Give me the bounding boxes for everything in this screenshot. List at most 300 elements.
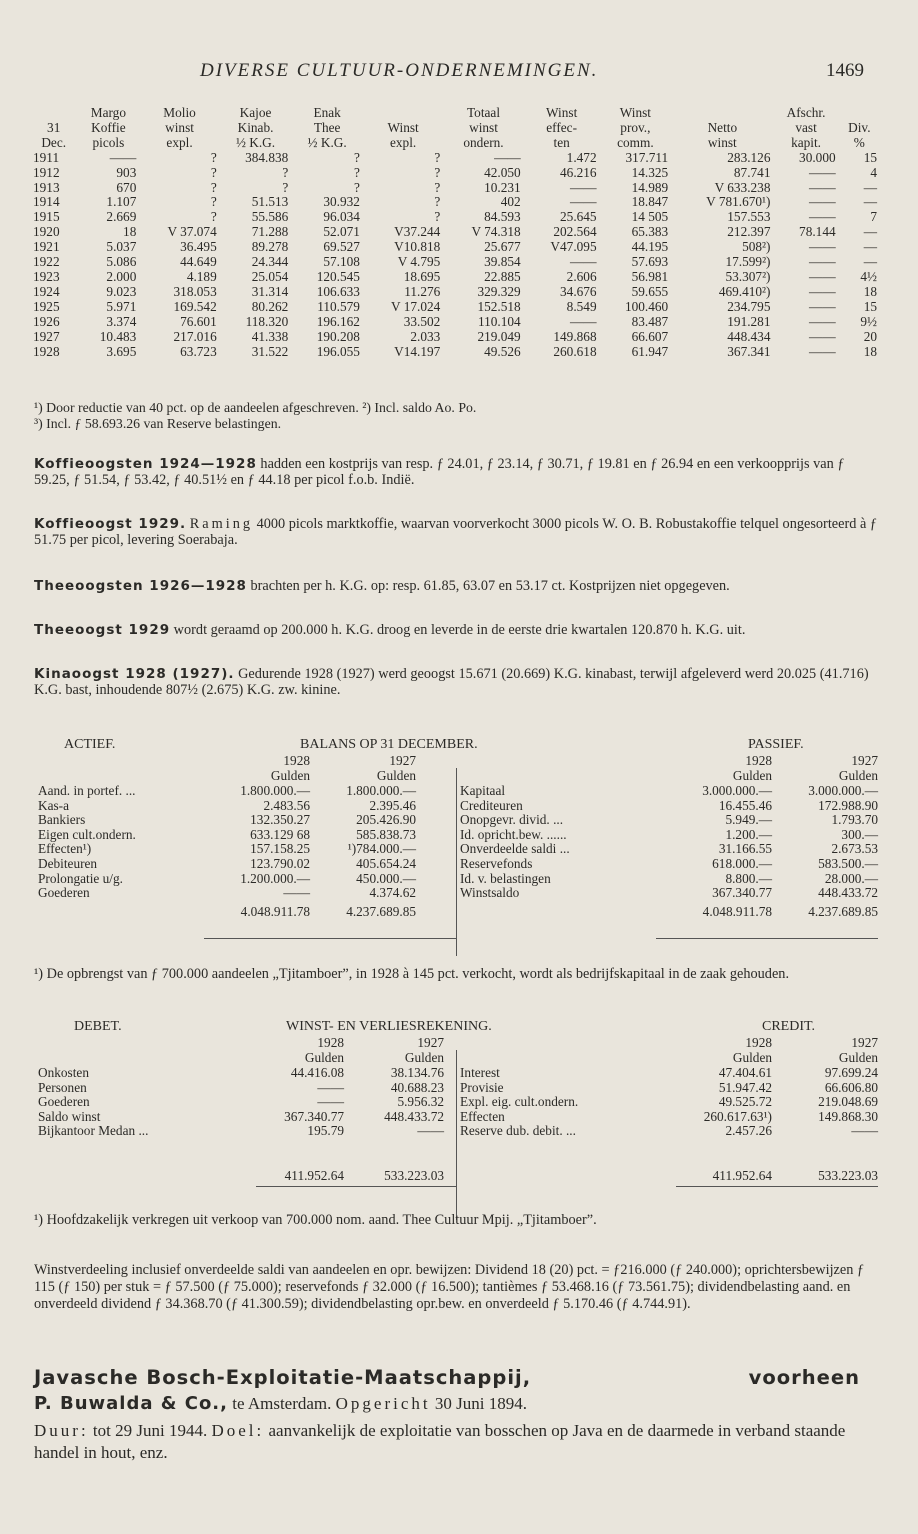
item-label: Onverdeelde saldi ... [460,841,570,857]
item-label: Onkosten [38,1065,89,1080]
statement-row [34,842,882,857]
table-row [30,255,880,270]
item-value: 28.000.— [824,870,878,886]
item-value: 8.800.— [725,870,772,886]
total-value: 4.048.911.78 [240,903,310,919]
column-header: % [853,134,865,150]
table-cell: — [863,239,877,255]
table-header-row [30,136,880,151]
year-cell: 1921 [33,239,60,255]
col-year: 1927 [851,1035,878,1050]
table-cell: ? [210,209,217,225]
table-cell: —— [570,179,597,195]
item-label: Id. opricht.bew. ...... [460,826,567,842]
item-value: 44.416.08 [290,1065,344,1080]
table-cell: 55.586 [251,209,289,225]
table-cell: ? [354,164,360,180]
table-cell: 18 [123,224,137,240]
item-value: 219.048.69 [818,1094,878,1110]
table-cell: —— [809,313,836,329]
table-cell: ? [210,149,217,165]
table-cell: V37.244 [394,224,441,240]
table-cell: 217.016 [173,328,217,344]
table-cell: 30.932 [323,194,360,210]
statement-row [34,857,882,872]
total-value: 533.223.03 [384,1167,444,1183]
table-cell: ? [434,164,441,180]
column-header: ½ K.G. [235,134,276,150]
table-cell: V10.818 [394,239,441,255]
table-cell: 59.655 [631,283,669,299]
paragraph-kinaoogst [34,666,882,698]
year-cell: 1913 [33,179,60,195]
balance-sheet [34,738,882,919]
total-value: 411.952.64 [284,1167,344,1183]
item-label: Interest [460,1065,500,1080]
table-cell: 42.050 [484,164,521,180]
column-header: Netto [707,119,738,135]
statement-row [34,1095,882,1110]
table-cell: V 74.318 [471,224,521,240]
profit-distribution: Winstverdeeling inclusief onverdeelde saldi van aandeelen en opr. bewijzen: Dividend 18 (20) pct. = ƒ216.000 (ƒ 240.000); oprichtersbewijzen ƒ 115 (ƒ 150) per stuk = ƒ 57.500 (ƒ 75.000); reservefonds ƒ 32.000 (ƒ 16.500); tantièmes ƒ 53.468.16 (ƒ 73.561.75); dividendbelasting aand. en onverdeeld dividend ƒ 34.368.70 (ƒ 41.300.59); dividendbelasting opr.bew. en onverdeeld ƒ 5.170.46 (ƒ 4.744.91). [34,1262,865,1312]
table-cell: 260.618 [553,343,597,359]
balance-rows [34,784,882,901]
table-cell: 196.055 [316,343,360,359]
year-cell: 1926 [33,313,60,329]
results-table [30,106,880,359]
table-cell: 31.314 [251,283,289,299]
table-cell: 157.553 [727,209,771,225]
table-cell: ? [434,179,441,195]
column-header: Div. [848,119,871,135]
column-header: Kinab. [237,119,274,135]
table-cell: 9.023 [106,283,137,299]
table-cell: —— [809,209,836,225]
table-cell: 11.276 [404,283,441,299]
table-cell: —— [809,298,836,314]
page-number: 1469 [826,60,864,81]
table-cell: ? [434,194,441,210]
table-cell: 78.144 [799,224,836,240]
paragraph-theeoogsten [34,578,882,594]
item-label: Saldo winst [38,1108,101,1124]
table-cell: 212.397 [727,224,771,240]
table-cell: —— [809,343,836,359]
year-cell: 1912 [33,164,60,180]
table-cell: 149.868 [553,328,597,344]
column-header: Kajoe [239,105,272,120]
year-cell: 1924 [33,283,60,299]
table-cell: — [863,254,877,270]
table-row [30,166,880,181]
table-cell: ? [354,149,360,165]
table-cell: ? [210,164,217,180]
item-value: 123.790.02 [250,855,310,871]
col-year: 1927 [851,753,878,768]
col-unit: Gulden [404,1050,444,1065]
item-value: 16.455.46 [718,797,772,813]
item-value: 40.688.23 [390,1079,444,1095]
table-cell: 84.593 [484,209,521,225]
balance-right-title: PASSIEF. [748,737,804,752]
item-value: 5.956.32 [397,1094,444,1110]
table-cell: 3.374 [106,313,137,329]
paragraph-lead: Theeoogsten 1926—1928 [34,578,247,594]
table-cell: 18.695 [403,268,441,284]
col-unit: Gulden [838,1050,878,1065]
paragraph-lead: Kinaoogst 1928 (1927). [34,666,235,682]
table-cell: 2.000 [106,268,137,284]
table-cell: ? [354,179,360,195]
item-value: —— [417,1123,444,1139]
column-header: picols [92,134,125,150]
item-label: Goederen [38,885,90,901]
table-cell: 2.033 [410,328,441,344]
table-cell: 110.579 [317,298,360,314]
table-cell: 41.338 [251,328,289,344]
table-body [30,151,880,360]
table-cell: 80.262 [251,298,289,314]
table-row [30,270,880,285]
item-value: 260.617.63¹) [703,1108,772,1124]
column-header: Winst [387,119,419,135]
table-cell: 1.472 [566,149,597,165]
table-cell: 96.034 [323,209,360,225]
item-label: Reserve dub. debit. ... [460,1123,576,1139]
item-label: Bijkantoor Medan ... [38,1123,149,1139]
purpose-value: aanvankelijk de exploitatie van bosschen op Java en de daarmede in verband staande handel in hout, enz. [34,1421,846,1462]
founded-label: Opgericht [335,1394,431,1413]
table-cell: 22.885 [484,268,521,284]
table-cell: — [863,194,877,210]
item-value: 205.426.90 [356,812,416,828]
paragraph-text: brachten per h. K.G. op: resp. 61.85, 63.07 en 53.17 ct. Kostprijzen niet opgegeven. [246,578,730,594]
item-value: 4.374.62 [369,885,416,901]
table-cell: 10.231 [484,179,521,195]
pl-totals [34,1169,882,1184]
year-cell: 1911 [33,149,60,165]
item-value: 618.000.— [712,855,772,871]
table-cell: 57.693 [631,254,669,270]
table-cell: — [863,179,877,195]
table-cell: —— [570,254,597,270]
item-value: 149.868.30 [818,1108,878,1124]
column-header [363,106,443,121]
item-label: Kas-a [38,797,70,813]
statement-row [34,828,882,843]
table-cell: 234.795 [727,298,771,314]
table-cell: 283.126 [727,149,771,165]
table-cell: —— [570,194,597,210]
table-cell: 508²) [742,239,771,255]
total-value: 533.223.03 [818,1167,878,1183]
table-cell: 25.645 [560,209,597,225]
table-cell: 2.669 [106,209,137,225]
item-value: 367.340.77 [712,885,772,901]
table-cell: —— [809,268,836,284]
pl-title: WINST- EN VERLIESREKENING. [286,1019,492,1034]
table-cell: 71.288 [251,224,289,240]
company-heading [34,1366,894,1389]
pl-header [34,1020,882,1036]
table-cell: 63.723 [180,343,217,359]
table-cell: —— [809,164,836,180]
year-cell: 1914 [33,194,60,210]
column-header: effec- [546,119,578,135]
table-cell: 66.607 [631,328,669,344]
table-cell: 4 [870,164,877,180]
company-former-name: P. Buwalda & Co., [34,1393,228,1414]
table-cell: 25.677 [484,239,521,255]
table-cell: 2.606 [566,268,597,284]
table-footnote-1: ¹) Door reductie van 40 pct. op de aandeelen afgeschreven. ²) Incl. saldo Ao. Po. [34,400,477,415]
table-cell: 15 [863,149,877,165]
table-cell: 89.278 [251,239,289,255]
pl-left-title: DEBET. [74,1019,122,1034]
item-value: 132.350.27 [250,812,310,828]
table-row [30,181,880,196]
table-cell: —— [809,283,836,299]
table-cell: —— [809,194,836,210]
year-cell: 1925 [33,298,60,314]
balance-title: BALANS OP 31 DECEMBER. [300,737,478,752]
item-value: 31.166.55 [718,841,772,857]
item-value: 97.699.24 [824,1065,878,1080]
year-cell: 1920 [33,224,60,240]
table-cell: 33.502 [403,313,441,329]
statement-row [34,813,882,828]
table-cell: 53.307²) [725,268,771,284]
running-title: DIVERSE CULTUUR-ONDERNEMINGEN. [200,60,599,81]
table-cell: ? [282,179,289,195]
table-cell: V 633.238 [714,179,771,195]
item-value: 3.000.000.— [702,783,772,798]
purpose-label: Doel: [211,1421,265,1440]
total-rule [256,1186,456,1187]
item-label: Effecten¹) [38,841,92,857]
table-cell: 402 [500,194,521,210]
column-header: Enak [313,105,341,120]
item-value: 1.793.70 [831,812,878,828]
year-cell: 1922 [33,254,60,270]
column-header: Totaal [466,105,501,120]
item-label: Effecten [460,1108,505,1124]
company-description [34,1420,894,1464]
table-cell: 169.542 [173,298,217,314]
table-row [30,151,880,166]
col-year: 1928 [745,753,772,768]
item-value: 3.000.000.— [808,783,878,798]
table-cell: 318.053 [173,283,217,299]
pl-rows [34,1066,882,1139]
paragraph-spaced: Raming [189,516,253,532]
item-value: 157.158.25 [250,841,310,857]
column-header: Winst [546,105,578,120]
table-cell: 51.513 [251,194,289,210]
paragraph-text: 4000 picols marktkoffie, waarvan voorverkocht 3000 picols W. O. B. Robustakoffie telquel ongesorteerd à ƒ 51.75 per picol, levering Soerabaja. [34,516,878,548]
table-cell: 106.633 [316,283,360,299]
col-year: 1927 [417,1035,444,1050]
table-cell: 17.599²) [725,254,771,270]
table-cell: 196.162 [316,313,360,329]
item-value: 583.500.— [818,855,878,871]
table-cell: 448.434 [727,328,771,344]
item-value: 633.129 68 [250,826,310,842]
table-cell: 152.518 [477,298,521,314]
table-cell: 14 505 [631,209,669,225]
item-value: 49.525.72 [718,1094,772,1110]
total-value: 4.237.689.85 [808,903,878,919]
item-value: 448.433.72 [818,885,878,901]
table-cell: 190.208 [316,328,360,344]
table-cell: 83.487 [631,313,669,329]
table-footnote-2: ³) Incl. ƒ 58.693.26 van Reserve belastingen. [34,416,282,431]
table-cell: —— [109,149,137,165]
table-row [30,285,880,300]
table-cell: 14.325 [631,164,669,180]
table-cell: 4½ [860,268,877,284]
year-cell: 1915 [33,209,60,225]
item-value: —— [317,1094,344,1110]
table-cell: —— [494,149,521,165]
table-cell: 30.000 [799,149,836,165]
table-cell: 329.329 [477,283,521,299]
pl-footnote: ¹) Hoofdzakelijk verkregen uit verkoop van 700.000 nom. aand. Thee Cultuur Mpij. „Tjitamboer”. [34,1212,597,1228]
total-value: 4.048.911.78 [702,903,772,919]
company-subheading [34,1393,894,1414]
paragraph-text: Gedurende 1928 (1927) werd geoogst 15.671 (20.669) K.G. kinabast, terwijl afgeleverd werd 20.025 (41.716) K.G. bast, inhoudende 807½ (2.675) K.G. zw. kinine. [34,666,869,698]
table-cell: 44.649 [180,254,217,270]
item-value: 195.79 [307,1123,344,1139]
table-cell: 9½ [860,313,877,329]
statement-row [34,799,882,814]
table-cell: 670 [116,179,137,195]
table-cell: V 17.024 [391,298,441,314]
founded-date: 30 Juni 1894. [430,1394,527,1413]
table-cell: 69.527 [323,239,360,255]
company-name-suffix: voorheen [748,1366,860,1389]
item-value: 51.947.42 [718,1079,772,1095]
item-value: 450.000.— [356,870,416,886]
item-value: 367.340.77 [284,1108,344,1124]
table-cell: 18.847 [631,194,669,210]
column-header: ten [553,134,570,150]
balance-totals [34,905,882,920]
table-cell: V14.197 [394,343,441,359]
column-header: Molio [163,105,196,120]
item-value: 448.433.72 [384,1108,444,1124]
table-cell: 5.971 [106,298,137,314]
table-header-row [30,121,880,136]
item-value: 2.483.56 [263,797,310,813]
table-cell: 8.549 [566,298,597,314]
table-cell: 903 [116,164,137,180]
year-cell: 1928 [33,343,60,359]
table-cell: 25.054 [251,268,289,284]
column-header [671,106,773,121]
table-cell: 367.341 [727,343,771,359]
item-label: Reservefonds [460,855,533,871]
column-header: ondern. [463,134,504,150]
col-year: 1928 [283,753,310,768]
table-cell: 14.989 [631,179,669,195]
paragraph-text: hadden een kostprijs van resp. ƒ 24.01, ƒ 23.14, ƒ 30.71, ƒ 19.81 en ƒ 26.94 en een verkoopprijs van ƒ 59.25, ƒ 51.54, ƒ 53.42, ƒ 40.51½ en ƒ 44.18 per picol f.o.b. Indië. [34,456,845,488]
col-year: 1928 [317,1035,344,1050]
table-row [30,195,880,210]
table-cell: 469.410²) [718,283,771,299]
column-divider [456,1050,457,1220]
table-row [30,225,880,240]
item-value: —— [851,1123,878,1139]
col-unit: Gulden [838,768,878,783]
table-cell: V 781.670¹) [706,194,771,210]
table-cell: 120.545 [316,268,360,284]
table-cell: 57.108 [323,254,360,270]
column-header: winst [707,134,737,150]
profit-loss-account [34,1020,882,1184]
item-value: 585.838.73 [356,826,416,842]
company-name: Javasche Bosch-Exploitatie-Maatschappij, [34,1366,532,1389]
item-label: Debiteuren [38,855,98,871]
table-cell: 100.460 [624,298,669,314]
item-label: Prolongatie u/g. [38,870,123,886]
column-header: prov., [620,119,651,135]
balance-columns [34,754,882,784]
table-cell: 10.483 [99,328,137,344]
column-header [839,106,880,121]
item-value: 405.654.24 [356,855,416,871]
company-place: te Amsterdam. [228,1394,336,1413]
table-cell: 46.216 [560,164,597,180]
statement-row [34,1081,882,1096]
table-cell: 5.086 [106,254,137,270]
table-cell: V 4.795 [397,254,441,270]
column-header: vast [795,119,817,135]
pl-columns [34,1036,882,1066]
table-cell: 39.854 [484,254,521,270]
table-cell: 20 [863,328,877,344]
table-cell: 52.071 [323,224,360,240]
table-cell: 65.383 [631,224,669,240]
table-cell: —— [570,313,597,329]
statement-row [34,1110,882,1125]
item-label: Id. v. belastingen [460,870,551,886]
paragraph-lead: Koffieoogsten 1924—1928 [34,456,257,472]
column-header: comm. [617,134,654,150]
table-cell: 36.495 [180,239,217,255]
column-header: expl. [166,134,193,150]
item-label: Crediteuren [460,797,523,813]
item-value: 66.606.80 [824,1079,878,1095]
item-value: 2.673.53 [831,841,878,857]
balance-left-title: ACTIEF. [64,737,116,752]
page-header [0,60,918,84]
table-cell: V 37.074 [167,224,217,240]
item-value: 172.988.90 [818,797,878,813]
table-row [30,300,880,315]
table-cell: ? [434,209,441,225]
item-value: 38.134.76 [390,1065,444,1080]
table-cell: 18 [863,283,877,299]
table-cell: —— [809,179,836,195]
item-label: Expl. eig. cult.ondern. [460,1094,579,1110]
item-value: ¹)784.000.— [347,841,416,857]
item-value: 2.395.46 [369,797,416,813]
item-value: 1.800.000.— [346,783,416,798]
table-cell: — [863,224,877,240]
item-value: 300.— [841,826,878,842]
paragraph-text: wordt geraamd op 200.000 h. K.G. droog en leverde in de eerste drie kwartalen 120.870 h. K.G. uit. [170,622,746,638]
